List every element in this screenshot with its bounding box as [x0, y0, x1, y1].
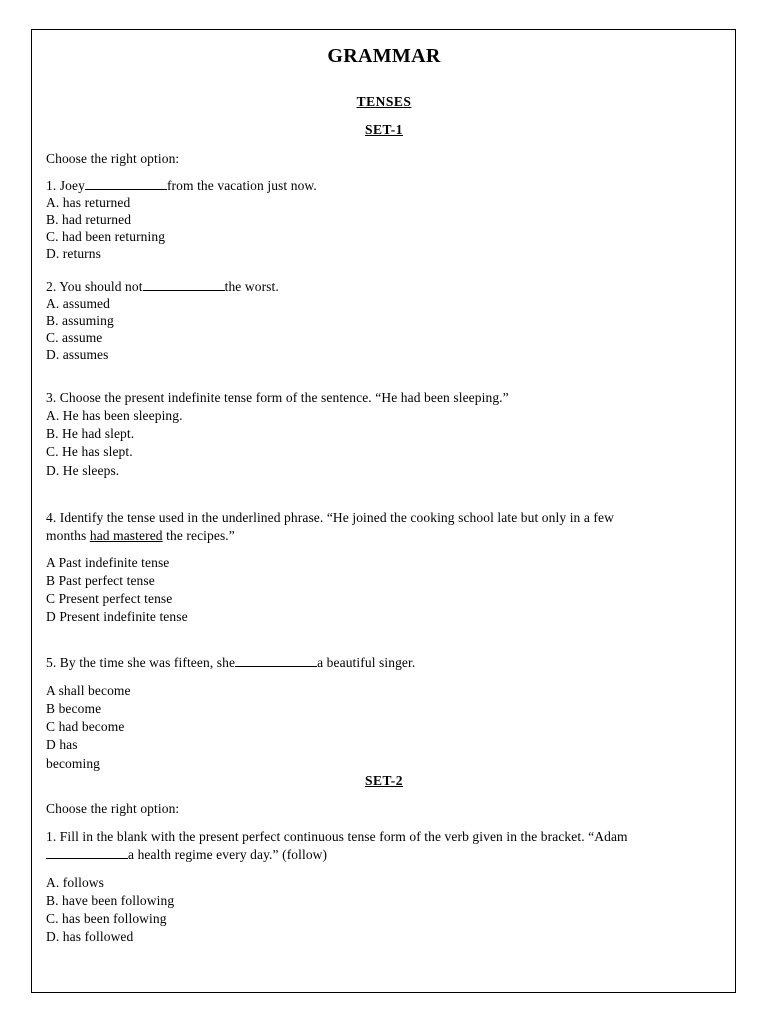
set2-q1-option-d: D. has followed: [46, 929, 134, 944]
set1-q5-option-b: B become: [46, 701, 102, 716]
set1-q1-option-c: C. had been returning: [46, 229, 166, 244]
answer-blank: [85, 177, 167, 190]
set2-q1-option-a: A. follows: [46, 875, 104, 890]
set1-q1-text: 1. Joey from the vacation just now.: [46, 178, 317, 193]
set1-q4-option-c: C Present perfect tense: [46, 591, 173, 606]
set1-q4-option-d: D Present indefinite tense: [46, 609, 188, 624]
set1-q5-text: 5. By the time she was fifteen, she a beautiful singer.: [46, 655, 416, 670]
set1-q3-text: 3. Choose the present indefinite tense form of the sentence. “He had been sleeping.”: [46, 390, 509, 405]
answer-blank: [143, 278, 225, 291]
set2-q1-text-line1: 1. Fill in the blank with the present perfect continuous tense form of the verb given in the bracket. “Adam: [46, 829, 628, 844]
set1-q4-text-line2: months had mastered the recipes.”: [46, 528, 235, 543]
set1-q2-option-a: A. assumed: [46, 296, 110, 311]
set1-q5-option-d-cont: becoming: [46, 756, 101, 771]
set2-q1-text-line2: a health regime every day.” (follow): [46, 846, 327, 863]
set1-q2-option-b: B. assuming: [46, 313, 114, 328]
set1-q1-option-b: B. had returned: [46, 212, 132, 227]
set1-q4-text-line1: 4. Identify the tense used in the underlined phrase. “He joined the cooking school late but only in a few: [46, 510, 614, 525]
set1-q3-option-b: B. He had slept.: [46, 426, 135, 441]
set1-q4-option-a: A Past indefinite tense: [46, 555, 170, 570]
set1-q2-option-c: C. assume: [46, 330, 103, 345]
set2-heading: SET-2: [364, 773, 404, 788]
set1-q4-option-b: B Past perfect tense: [46, 573, 155, 588]
topic-heading: TENSES: [356, 94, 412, 109]
set1-q5-option-d: D has: [46, 737, 78, 752]
set1-q3-option-a: A. He has been sleeping.: [46, 408, 183, 423]
set1-instruction: Choose the right option:: [46, 151, 180, 166]
set1-q3-option-d: D. He sleeps.: [46, 463, 120, 478]
set1-q3-option-c: C. He has slept.: [46, 444, 133, 459]
set1-q2-text: 2. You should not the worst.: [46, 279, 279, 294]
set1-q1-option-d: D. returns: [46, 246, 101, 261]
set1-q5-option-a: A shall become: [46, 683, 131, 698]
set2-q1-option-b: B. have been following: [46, 893, 175, 908]
answer-blank: [235, 654, 317, 667]
underlined-phrase: had mastered: [89, 528, 163, 543]
set1-q1-option-a: A. has returned: [46, 195, 131, 210]
set2-q1-option-c: C. has been following: [46, 911, 167, 926]
set1-q5-option-c: C had become: [46, 719, 125, 734]
page-title: GRAMMAR: [327, 45, 441, 67]
set1-heading: SET-1: [364, 122, 404, 137]
set1-q2-option-d: D. assumes: [46, 347, 109, 362]
answer-blank: [46, 846, 128, 859]
set2-instruction: Choose the right option:: [46, 801, 180, 816]
